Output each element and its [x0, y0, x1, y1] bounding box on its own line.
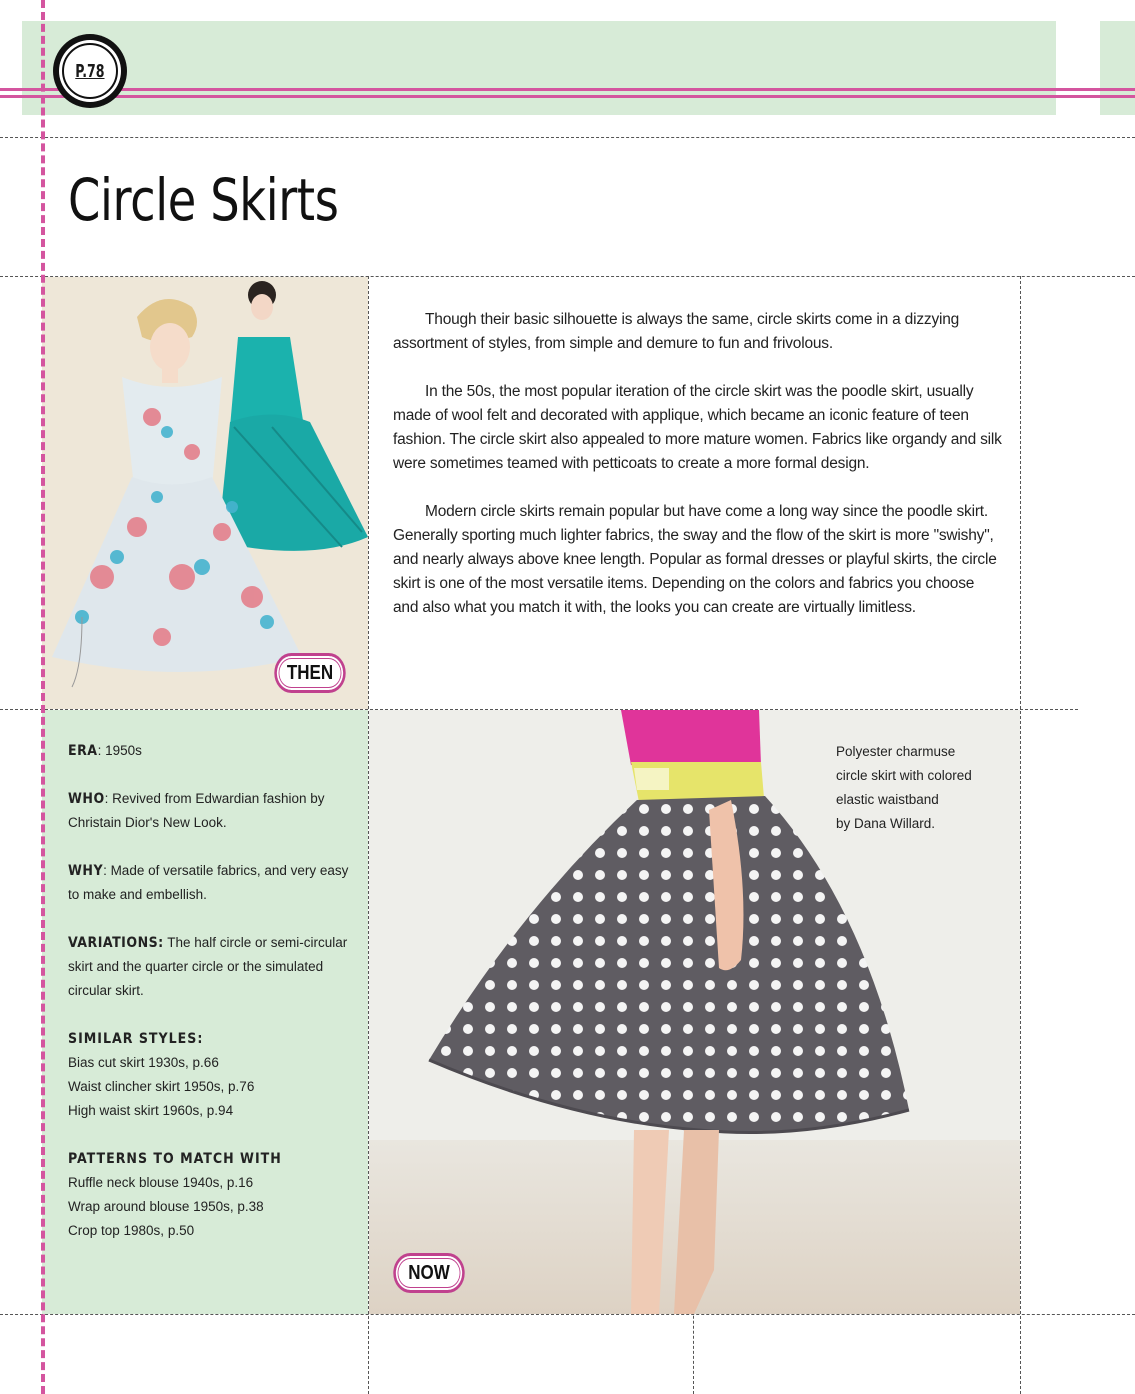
variations-value: The half circle or semi-circular skirt and the quarter circle or the simulated circular skirt. — [68, 935, 348, 998]
why-value: : Made of versatile fabrics, and very easy to make and embellish. — [68, 863, 349, 902]
header-pink-line-bottom — [0, 95, 1135, 98]
patterns-block — [68, 1147, 356, 1243]
who-label: WHO — [68, 791, 105, 807]
similar-styles-label: SIMILAR STYLES: — [68, 1031, 204, 1047]
header-pink-line-top — [0, 88, 1135, 91]
info-sidebar-content — [68, 739, 356, 1267]
paragraph-2: In the 50s, the most popular iteration of the circle skirt was the poodle skirt, usually made of wool felt and decorated with applique, which became an iconic feature of teen fashion. The circle skirt also appealed to more mature women. Fabrics like organdy and silk were sometimes teamed with petticoats to create a more formal design. — [393, 383, 1002, 472]
caption-line: Polyester charmuse — [836, 744, 956, 759]
page-number-medallion — [53, 34, 127, 108]
photo-caption — [836, 740, 1006, 836]
who-block — [68, 787, 356, 835]
vintage-dress-illustration — [42, 277, 368, 709]
pattern-item: Crop top 1980s, p.50 — [68, 1223, 195, 1238]
now-badge: NOW — [393, 1253, 464, 1293]
era-label: ERA — [68, 743, 98, 759]
why-block — [68, 859, 356, 907]
who-value: : Revived from Edwardian fashion by Christain Dior's New Look. — [68, 791, 325, 830]
era-value: : 1950s — [97, 743, 142, 758]
then-image — [42, 277, 368, 709]
column-line-2 — [1020, 276, 1021, 1394]
similar-style-item: High waist skirt 1960s, p.94 — [68, 1103, 234, 1118]
page-number: P.78 — [75, 60, 105, 82]
why-label: WHY — [68, 863, 104, 879]
pattern-item: Wrap around blouse 1950s, p.38 — [68, 1199, 264, 1214]
divider-under-header — [0, 137, 1135, 138]
paragraph-3: Modern circle skirts remain popular but have come a long way since the poodle skirt. Generally sporting much lighter fabrics, the sway and the flow of the skirt is more "swishy", and nearly always above knee length. Popular as formal dresses or playful skirts, the circle skirt is one of the most versatile items. Depending on the colors and fabrics you choose and also what you match it with, the looks you can create are virtually limitless. — [393, 503, 997, 616]
caption-line: elastic waistband — [836, 792, 939, 807]
pink-margin-guide — [41, 0, 45, 1394]
era-block — [68, 739, 356, 763]
patterns-label: PATTERNS TO MATCH WITH — [68, 1151, 282, 1167]
header-band-right — [1100, 21, 1135, 115]
caption-line: by Dana Willard. — [836, 816, 936, 831]
then-badge: THEN — [274, 653, 345, 693]
similar-styles-block — [68, 1027, 356, 1123]
header-band — [22, 21, 1056, 115]
article-body — [393, 308, 1003, 644]
paragraph-1: Though their basic silhouette is always the same, circle skirts come in a dizzying assortment of styles, from simple and demure to fun and frivolous. — [393, 311, 960, 352]
similar-style-item: Waist clincher skirt 1950s, p.76 — [68, 1079, 255, 1094]
caption-line: circle skirt with colored — [836, 768, 972, 783]
similar-style-item: Bias cut skirt 1930s, p.66 — [68, 1055, 219, 1070]
pattern-item: Ruffle neck blouse 1940s, p.16 — [68, 1175, 254, 1190]
page-title: Circle Skirts — [68, 166, 339, 234]
variations-block — [68, 931, 356, 1003]
divider-bottom — [0, 1314, 1135, 1315]
variations-label: VARIATIONS: — [68, 935, 164, 951]
